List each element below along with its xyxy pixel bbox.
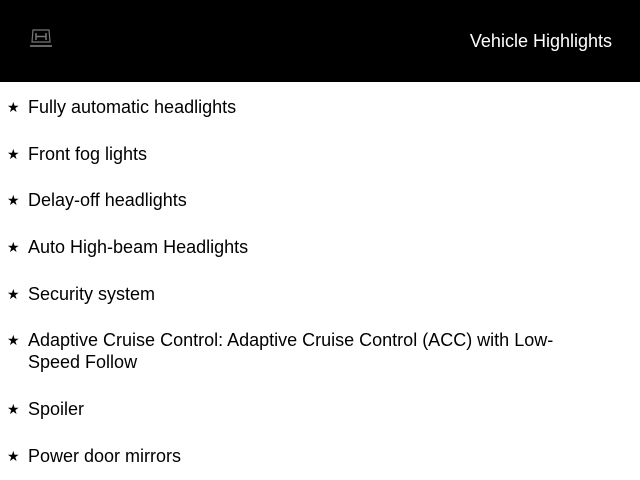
highlight-text: Delay-off headlights	[28, 190, 187, 210]
highlight-text: Front fog lights	[28, 144, 148, 164]
star-bullet-icon: ★	[7, 332, 20, 348]
highlight-text: Adaptive Cruise Control: Adaptive Cruise Control (ACC) with Low-Speed Follow	[28, 330, 554, 372]
honda-logo-icon	[27, 27, 55, 51]
star-bullet-icon: ★	[7, 286, 20, 302]
star-bullet-icon: ★	[7, 99, 20, 115]
highlights-list	[0, 82, 640, 480]
page-title: Vehicle Highlights	[469, 31, 612, 51]
star-bullet-icon: ★	[7, 192, 20, 208]
highlight-text: Security system	[28, 284, 156, 304]
highlight-text: Fully automatic headlights	[28, 97, 237, 117]
star-bullet-icon: ★	[7, 239, 20, 255]
highlight-text: Spoiler	[28, 399, 85, 419]
highlight-text: Auto High-beam Headlights	[28, 237, 249, 257]
star-bullet-icon: ★	[7, 146, 20, 162]
star-bullet-icon: ★	[7, 448, 20, 464]
star-bullet-icon: ★	[7, 401, 20, 417]
highlight-text: Power door mirrors	[28, 446, 182, 466]
header-bar	[0, 0, 640, 82]
